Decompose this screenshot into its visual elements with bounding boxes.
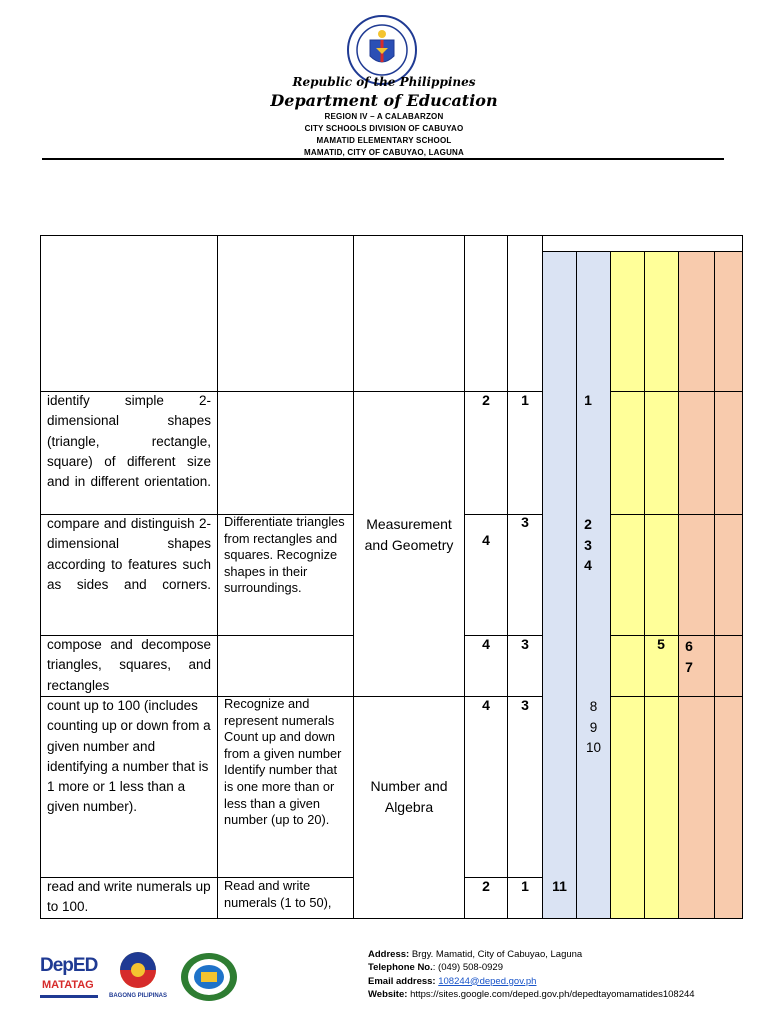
- table-row-3-days: 4: [482, 636, 490, 652]
- table-row-4-competency: count up to 100 (includes counting up or down from a given number and identifying a number that is 1 more or 1 less than a given number).: [47, 698, 211, 815]
- table-row-2-competency: compare and distinguish 2-dimensional shapes according to features such as sides and corners.: [47, 516, 211, 592]
- table-row-4-weight: 3: [521, 697, 529, 713]
- school-line: MAMATID ELEMENTARY SCHOOL: [316, 136, 452, 145]
- table-row-5-item: 11: [552, 878, 567, 894]
- table-row-1-item: 1: [584, 392, 592, 408]
- address-line: Address: Brgy. Mamatid, City of Cabuyao, Laguna: [368, 949, 583, 960]
- header-gap: [542, 235, 743, 251]
- table-row-2-sub: Differentiate triangles from rectangles and squares. Recognize shapes in their surroundings.: [224, 514, 345, 596]
- table-row-1-competency: identify simple 2-dimensional shapes (triangle, rectangle, square) of different size and in different orientation.: [47, 393, 211, 490]
- school-seal-icon: [177, 950, 241, 1004]
- matatag-wordmark: MATATAG: [42, 979, 94, 991]
- blue-column-1: [542, 251, 576, 919]
- table-row-2-days: 4: [482, 532, 490, 548]
- email-line: Email address: 108244@deped.gov.ph: [368, 975, 537, 987]
- header-divider: [42, 158, 724, 160]
- region-line: REGION IV – A CALABARZON: [324, 112, 444, 121]
- department-title: Department of Education: [270, 91, 498, 110]
- table-row-3-competency: compose and decompose triangles, squares, and rectangles: [47, 637, 211, 693]
- bagong-pilipinas-logo: [106, 948, 170, 1004]
- contact-block: [368, 948, 695, 1001]
- letterhead: [0, 0, 768, 170]
- deped-matatag-logo: [40, 949, 100, 1003]
- school-address-line: MAMATID, CITY OF CABUYAO, LAGUNA: [303, 148, 465, 157]
- orange-column-2: [714, 251, 743, 919]
- table-of-specifications: [40, 235, 743, 919]
- website-link[interactable]: https://sites.google.com/deped.gov.ph/depedtayomamatides108244: [410, 988, 695, 1000]
- table-row-3-weight: 3: [521, 636, 529, 652]
- email-link[interactable]: 108244@deped.gov.ph: [438, 975, 537, 987]
- address-value: Brgy. Mamatid, City of Cabuyao, Laguna: [411, 949, 583, 960]
- table-row-4-days: 4: [482, 697, 490, 713]
- bagong-pilipinas-text: BAGONG PILIPINAS: [108, 993, 167, 999]
- table-row-5-competency: read and write numerals up to 100.: [47, 879, 211, 915]
- deped-wordmark: DepED: [40, 955, 98, 976]
- table-row-5-days: 2: [482, 878, 490, 894]
- table-row-5-sub: Read and write numerals (1 to 50),: [224, 878, 332, 910]
- telephone-line: Telephone No.: (049) 508-0929: [368, 962, 503, 974]
- orange-column-1: [678, 251, 714, 919]
- number-algebra-domain: Number and Algebra: [370, 778, 448, 815]
- division-line: CITY SCHOOLS DIVISION OF CABUYAO: [304, 124, 464, 133]
- table-row-4-items: 8 9 10: [585, 699, 602, 755]
- telephone-value: : (049) 508-0929: [432, 962, 503, 974]
- measurement-geometry-domain: Measurement and Geometry: [364, 516, 454, 553]
- table-row-3-item-5: 5: [657, 636, 665, 652]
- table-row-4-sub: Recognize and represent numerals Count up and down from a given number Identify number that is one more than or less than a given number (up to 20).: [224, 696, 342, 828]
- table-row-2-weight: 3: [521, 514, 529, 530]
- table-row-1-days: 2: [482, 392, 490, 408]
- bagong-pilipinas-sun-icon: [108, 948, 168, 992]
- table-row-5-weight: 1: [521, 878, 529, 894]
- website-line: Website: https://sites.google.com/deped.gov.ph/depedtayomamatides108244: [368, 988, 695, 1000]
- yellow-column-2: [644, 251, 678, 919]
- table-row-2-items: 2 3 4: [584, 516, 592, 573]
- yellow-column-1: [610, 251, 644, 919]
- blue-column-2: [576, 251, 610, 919]
- table-row-1-weight: 1: [521, 392, 529, 408]
- republic-line: Republic of the Philippines: [292, 75, 476, 89]
- table-row-3-items-6-7: 6 7: [685, 638, 693, 675]
